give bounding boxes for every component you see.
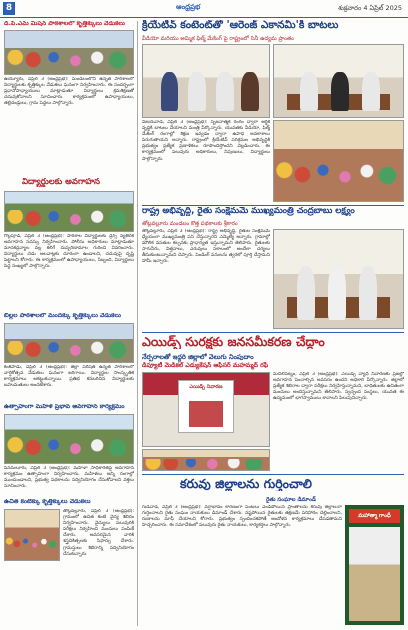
story-9-subhead: రైతు సంఘాల డిమాండ్	[266, 497, 316, 503]
story-1-photo	[4, 30, 134, 75]
page-number: 8	[3, 2, 15, 15]
dateline: శుక్రవారం 4 ఏప్రిల్ 2025	[338, 4, 402, 12]
story-3-photo	[4, 323, 134, 363]
masthead: ఆంధ్రప్రభ	[176, 3, 201, 11]
story-4-photo	[4, 414, 134, 464]
section-rule-3	[142, 474, 404, 475]
story-2-photo	[4, 191, 134, 232]
story-7-photo	[273, 229, 404, 329]
story-8-body: మచిలీపట్నం, ఏప్రిల్ 3 (ఆంధ్రప్రభ): ఎయిడ్స్ వ్యాధి నివారణకు ప్రజల్లో అవగాహన పెంచాల్సిన అవసరం ఉందని అధికారి పేర్కొన్నారు. జిల్లాలో ప్రత్యేక శిబిరాల ద్వారా పరీక్షలు నిర్వహిస్తున్నామని, బాధితులకు ఉచితంగా మందులు అందిస్తున్నామని తెలిపారు. స్వచ్ఛంద సంస్థలు, యువత ఈ ఉద్యమంలో భాగస్వాములు కావాలని పిలుపునిచ్చారు.	[273, 372, 404, 402]
aids-poster	[178, 380, 233, 433]
advertisement-title: మహాత్మా గాంధీ	[349, 509, 400, 523]
story-5-body: తోట్లవల్లూరు, ఏప్రిల్ 3 (ఆంధ్రప్రభ): గ్రామంలో ఉచిత కంటి వైద్య శిబిరం నిర్వహించారు. వైద్యులు పలువురికి పరీక్షలు నిర్వహించి మందులు పంపిణీ చేశారు. అవసరమైన వారికి శస్త్రచికిత్సలకు సిఫార్సు చేశారు. గ్రామస్తులు శిబిరాన్ని సద్వినియోగం చేసుకున్నారు.	[63, 509, 134, 557]
story-7-body: తోట్లవల్లూరు, ఏప్రిల్ 3 (ఆంధ్రప్రభ): రాష్ట్ర అభివృద్ధి, రైతుల సంక్షేమమే ధ్యేయంగా ముఖ్యమంత్రి పని చేస్తున్నారని ఎమ్మెల్యే అన్నారు. గ్రామాల్లో మౌలిక వసతుల కల్పనకు ప్రాధాన్యత ఇస్తున్నామని తెలిపారు. రైతులకు సాగునీరు, విత్తనాలు, ఎరువులు సకాలంలో అందేలా చర్యలు తీసుకుంటున్నామని చెప్పారు. పెండింగ్ పనులను త్వరలో పూర్తి చేస్తామని హామీ ఇచ్చారు.	[142, 229, 270, 265]
page-header	[0, 0, 408, 18]
story-8-photo	[142, 372, 270, 447]
story-8-kicker: నేర్పరాలతో ఇద్దరి జిల్లాలో వెలుగు నింపుదాం	[142, 353, 254, 361]
story-2-headline: విద్యార్థులకు అవగాహన	[22, 178, 101, 187]
story-6-photo-1	[142, 44, 270, 118]
story-6-body: విజయవాడ, ఏప్రిల్ 3 (ఆంధ్రప్రభ): సృజనాత్మక రంగం ద్వారా ఆర్థిక వృద్ధికి బాటలు వేయాలని మంత్రి పేర్కొన్నారు. యువతకు వీడియో, ఫిల్మ్ మేకింగ్ రంగాల్లో శిక్షణ ఇవ్వడం ద్వారా ఉపాధి అవకాశాలు పెరుగుతాయని అన్నారు. రాష్ట్రంలో క్రియేటివ్ పరిశ్రమల అభివృద్ధికి ప్రభుత్వం ప్రత్యేక ప్రణాళికలు రూపొందిస్తోందని వెల్లడించారు. ఈ కార్యక్రమంలో పలువురు అధికారులు, నిపుణులు, విద్యార్థులు పాల్గొన్నారు.	[142, 120, 270, 162]
story-5-headline: ఉచిత కంటిక్కు కృత్తిక్కులు వేడుకలు	[4, 499, 91, 505]
column-divider	[137, 21, 138, 626]
story-8-photo-2	[142, 449, 270, 471]
story-6-headline: క్రియేటివ్ కంటెంట్‌తో 'ఆరెంజ్ ఎకానమీ'కి బాటలు	[142, 20, 339, 31]
story-9-headline: కరువు జిల్లాలను గుర్తించాలి	[180, 477, 312, 491]
story-1-body: ఉయ్యూరు, ఏప్రిల్ 3 (ఆంధ్రప్రభ): మండలంలోని ఉన్నత పాఠశాలలో విద్యార్థులకు కృత్తిక్కుల వేడుకలు ఘనంగా నిర్వహించారు. ఈ సందర్భంగా ప్రధానోపాధ్యాయులు మాట్లాడుతూ విద్యార్థులు క్రమశిక్షణతో చదువుకోవాలని సూచించారు. కార్యక్రమంలో ఉపాధ్యాయులు, తల్లిదండ్రులు, గ్రామ పెద్దలు పాల్గొన్నారు.	[4, 77, 134, 107]
section-rule-1	[142, 205, 404, 206]
story-9-body: గుడివాడ, ఏప్రిల్ 3 (ఆంధ్రప్రభ): వర్షాభావం కారణంగా పంటలు ఎండిపోయిన ప్రాంతాలను కరువు జిల్లాలుగా గుర్తించాలని రైతు సంఘం నాయకులు డిమాండ్ చేశారు. నష్టపోయిన రైతులకు తక్షణమే పరిహారం చెల్లించాలని, రుణాలను మాఫీ చేయాలని కోరారు. ప్రభుత్వం స్పందించకపోతే ఆందోళన కార్యక్రమాలు చేపడతామని హెచ్చరించారు. ఈ సమావేశంలో పలువురు రైతు నాయకులు, కార్యకర్తలు పాల్గొన్నారు.	[142, 505, 342, 529]
story-7-headline: రాష్ట్ర అభివృద్ధి, రైతు సంక్షేమమే ముఖ్యమంత్రి చంద్రబాబు లక్ష్యం	[142, 207, 355, 216]
story-3-headline: బిల్లల పాఠశాలలో మందక్కు కృత్తిక్కులు వేడుకలు	[4, 313, 121, 319]
aids-poster-title: ఎయిడ్స్ నివారణ	[189, 384, 223, 391]
story-6-kicker: వీడియో మరియు అమ్మిక ఫిల్మ్ మేకింగ్ పై రాష్ట్రంలో సినీ ఉద్యమ ప్రాంతం	[142, 36, 294, 42]
story-6-photo-3	[273, 120, 404, 202]
advertisement	[345, 505, 404, 625]
story-6-photo-2	[273, 44, 404, 118]
story-1-headline: డి.పి.ఎమ్ మిషన్ పాఠశాలలో కృత్తిక్కులు వేడుకలు	[4, 21, 125, 27]
story-3-body: కంకిపాడు, ఏప్రిల్ 3 (ఆంధ్రప్రభ): జిల్లా పరిషత్ ఉన్నత పాఠశాలలో వార్షికోత్సవ వేడుకలు ఘనంగా జరిగాయి. విద్యార్థుల సాంస్కృతిక కార్యక్రమాలు ఆకట్టుకున్నాయి. ప్రతిభ కనబరిచిన విద్యార్థులకు బహుమతులు అందజేశారు.	[4, 365, 134, 389]
story-7-kicker: తోట్లవల్లూరు మండలం కొత్త పథకాలకు శ్రీకారం	[142, 221, 238, 227]
story-4-headline: ఉత్సాహంగా మహిళ ప్రభావ అవగాహన కార్యక్రమం	[4, 404, 125, 410]
story-4-body: పెనమలూరు, ఏప్రిల్ 3 (ఆంధ్రప్రభ): మహిళా సాధికారతపై అవగాహన కార్యక్రమం ఉత్సాహంగా నిర్వహించారు. మహిళలు అన్ని రంగాల్లో ముందుండాలని, ప్రభుత్వ పథకాలను సద్వినియోగం చేసుకోవాలని వక్తలు సూచించారు.	[4, 466, 134, 490]
story-5-photo	[4, 509, 60, 561]
section-rule-2	[142, 332, 404, 333]
story-2-body: గొల్లపూడి, ఏప్రిల్ 3 (ఆంధ్రప్రభ): పాఠశాల విద్యార్థులకు డ్రగ్స్ వ్యతిరేక అవగాహన సదస్సు నిర్వహించారు. పోలీసు అధికారులు మాట్లాడుతూ మాదకద్రవ్యాల వల్ల కలిగే దుష్పరిణామాల గురించి వివరించారు. విద్యార్థులు చెడు అలవాట్లకు దూరంగా ఉండాలని, చదువుపై దృష్టి పెట్టాలని కోరారు. ఈ కార్యక్రమంలో ఉపాధ్యాయులు, సిబ్బంది, విద్యార్థులు పెద్ద సంఖ్యలో పాల్గొన్నారు.	[4, 234, 134, 270]
story-8-headline: ఎయిడ్స్ సురక్షకు జనసమీకరణ చేద్దాం	[142, 335, 325, 349]
story-8-subkicker: డిప్యూటీ మెడికల్ ఎడ్యుకేషన్ ఆఫీసర్ మహమ్మద్ రఫీ	[142, 362, 269, 369]
